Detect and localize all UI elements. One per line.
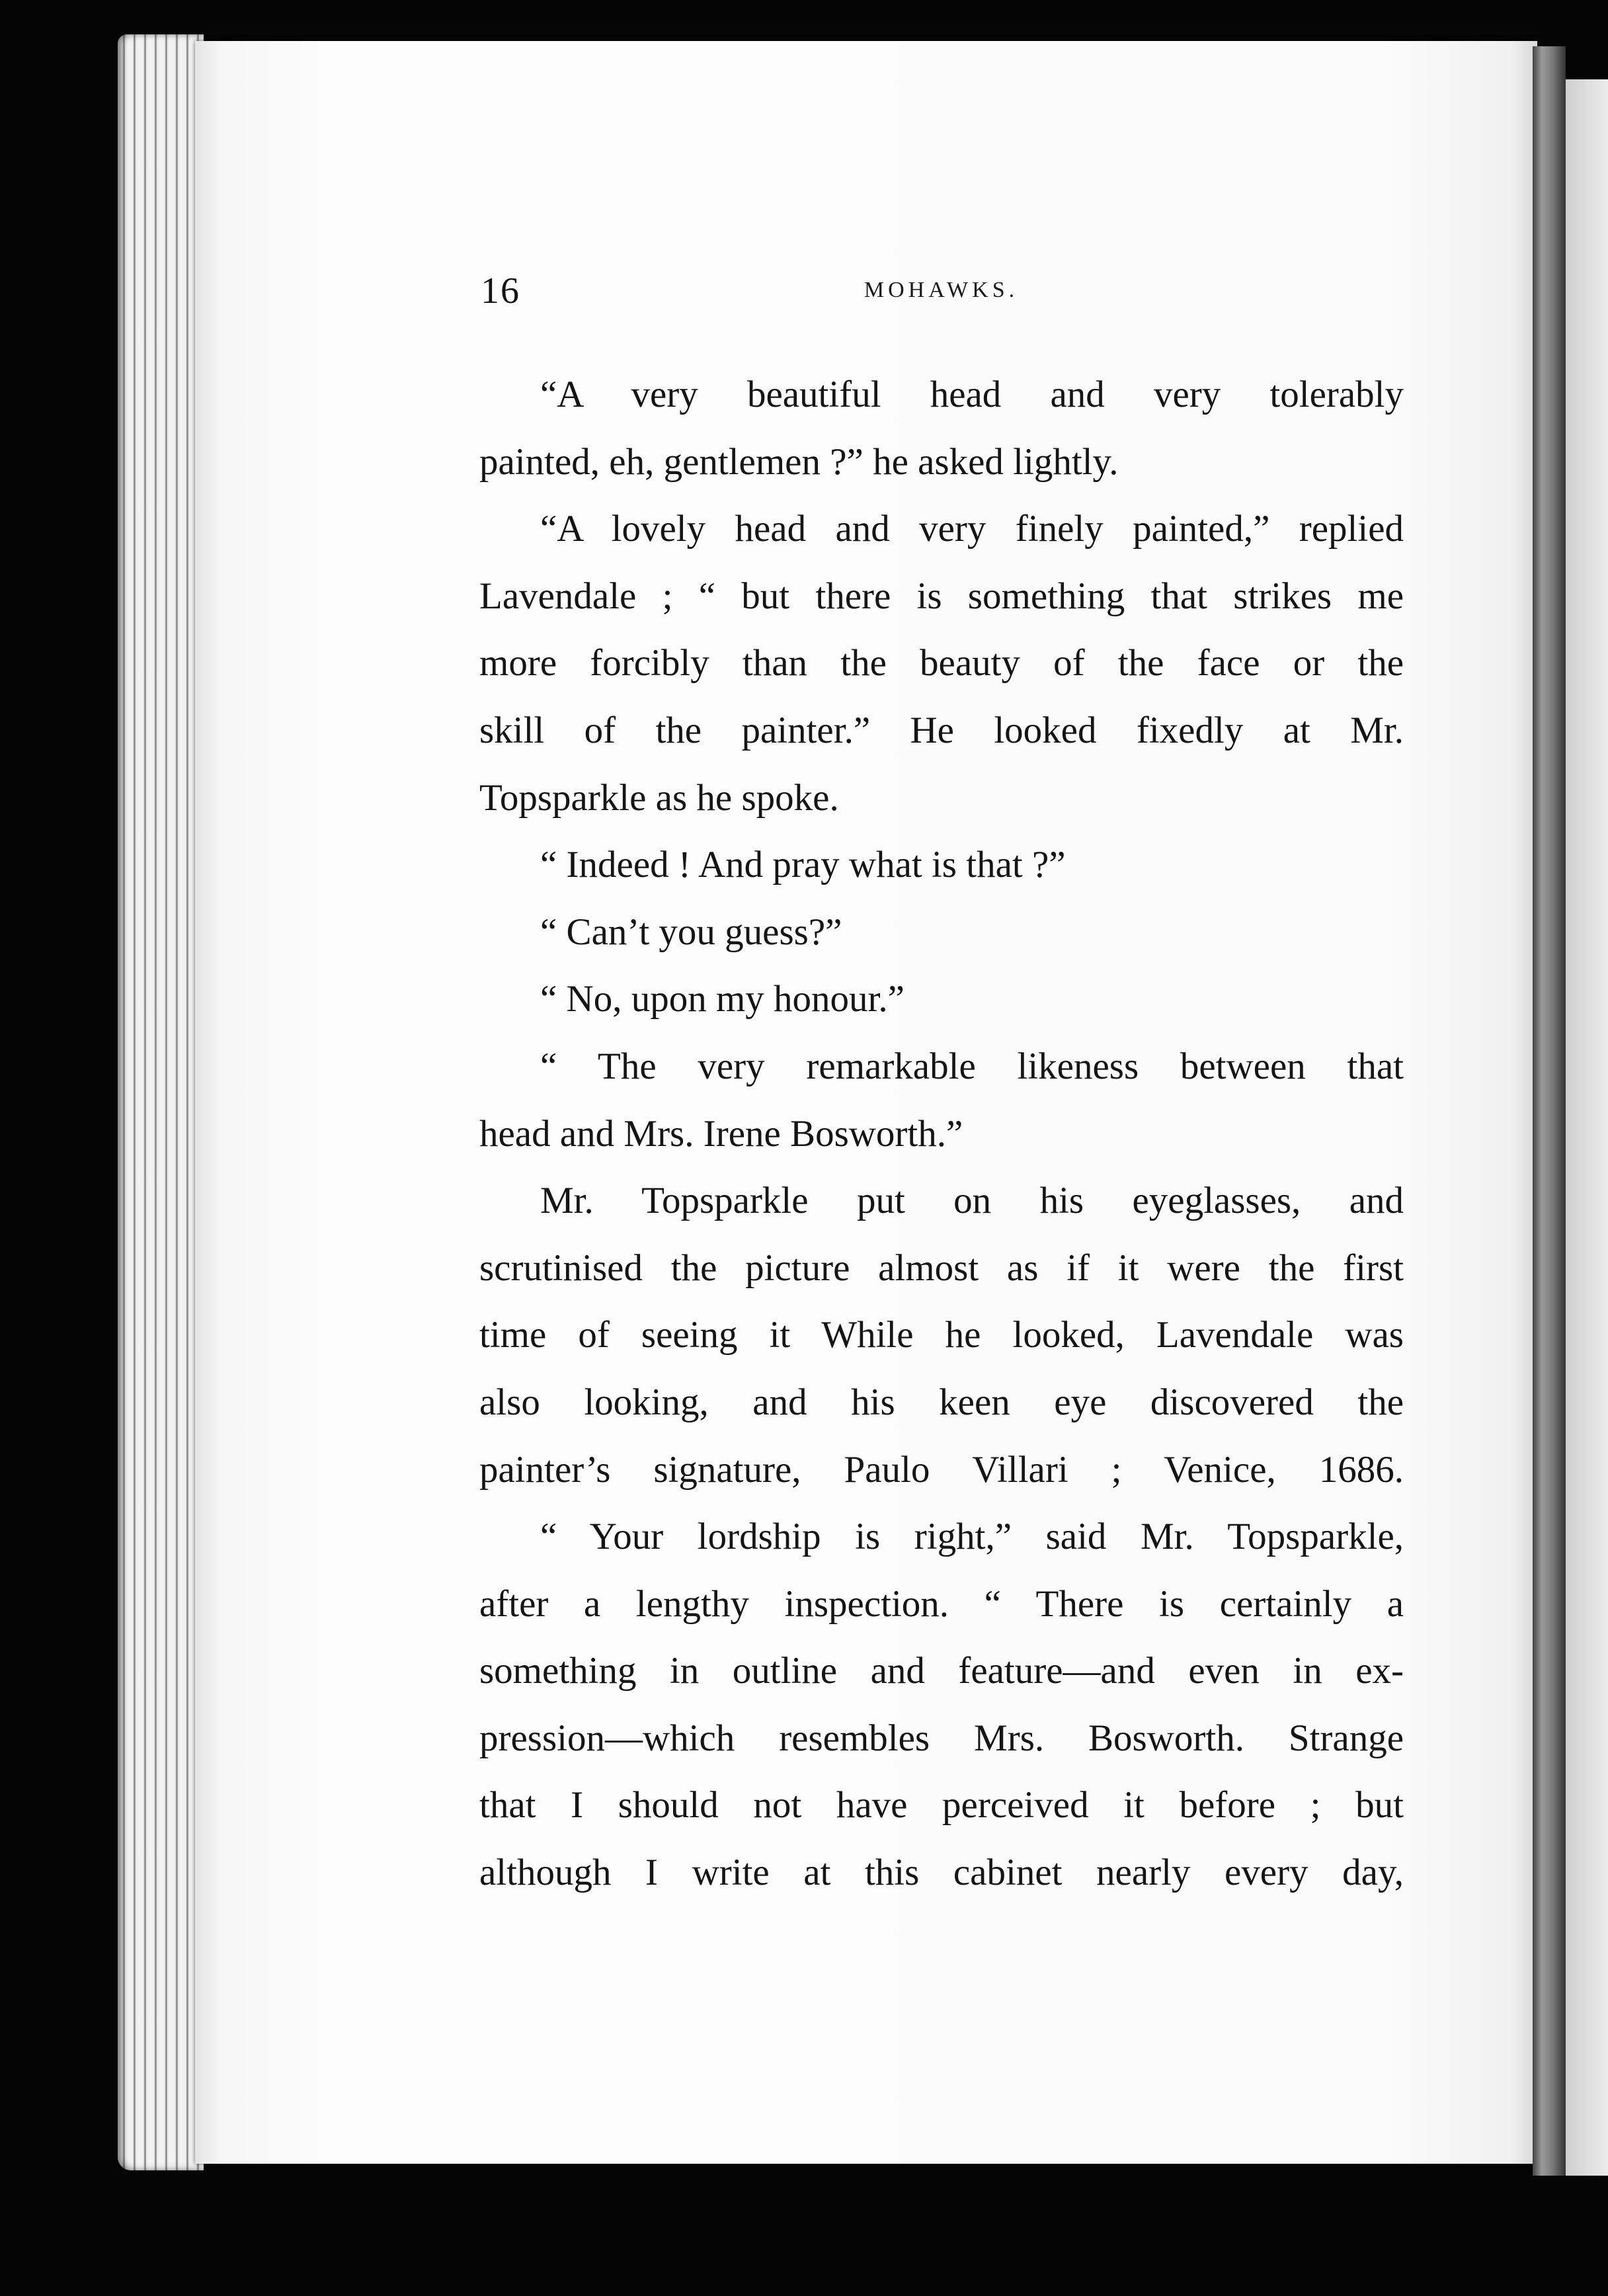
text-line: that I should not have perceived it before ; but <box>479 1784 1404 1826</box>
text-line: also looking, and his keen eye discovered the <box>479 1381 1404 1423</box>
page-number: 16 <box>481 270 520 311</box>
text-line: skill of the painter.” He looked fixedly at Mr. <box>479 709 1404 751</box>
text-line: “ Indeed ! And pray what is that ?” <box>540 844 1066 886</box>
text-line: scrutinised the picture almost as if it were the first <box>479 1247 1404 1289</box>
body-text <box>479 361 1404 1906</box>
text-line: pression—which resembles Mrs. Bosworth. Strange <box>479 1717 1404 1759</box>
page-header <box>481 270 1402 316</box>
text-line: Lavendale ; “ but there is something that strikes me <box>479 575 1404 617</box>
text-line: something in outline and feature—and even in ex- <box>479 1650 1404 1692</box>
book-page-edges <box>118 34 204 2170</box>
text-line: “ Your lordship is right,” said Mr. Topsparkle, <box>540 1516 1404 1558</box>
text-line: painted, eh, gentlemen ?” he asked lightly. <box>479 440 1119 483</box>
text-line: time of seeing it While he looked, Lavendale was <box>479 1314 1404 1356</box>
text-line: Mr. Topsparkle put on his eyeglasses, and <box>540 1180 1404 1222</box>
text-line: more forcibly than the beauty of the face or the <box>479 642 1404 684</box>
text-line: painter’s signature, Paulo Villari ; Venice, 1686. <box>479 1448 1404 1491</box>
text-line: “ No, upon my honour.” <box>540 978 904 1020</box>
facing-page-edge <box>1566 79 1608 2176</box>
text-line: Topsparkle as he spoke. <box>479 776 839 819</box>
text-line: after a lengthy inspection. “ There is certainly a <box>479 1582 1404 1625</box>
text-line: although I write at this cabinet nearly every day, <box>479 1852 1404 1894</box>
text-line: “ The very remarkable likeness between that <box>540 1045 1404 1087</box>
text-line: “ Can’t you guess?” <box>540 911 842 953</box>
text-line: “A lovely head and very finely painted,” replied <box>540 508 1404 550</box>
text-line: head and Mrs. Irene Bosworth.” <box>479 1112 963 1155</box>
running-head: MOHAWKS. <box>864 278 1019 302</box>
book-gutter <box>1533 46 1566 2176</box>
text-line: “A very beautiful head and very tolerably <box>540 374 1404 415</box>
